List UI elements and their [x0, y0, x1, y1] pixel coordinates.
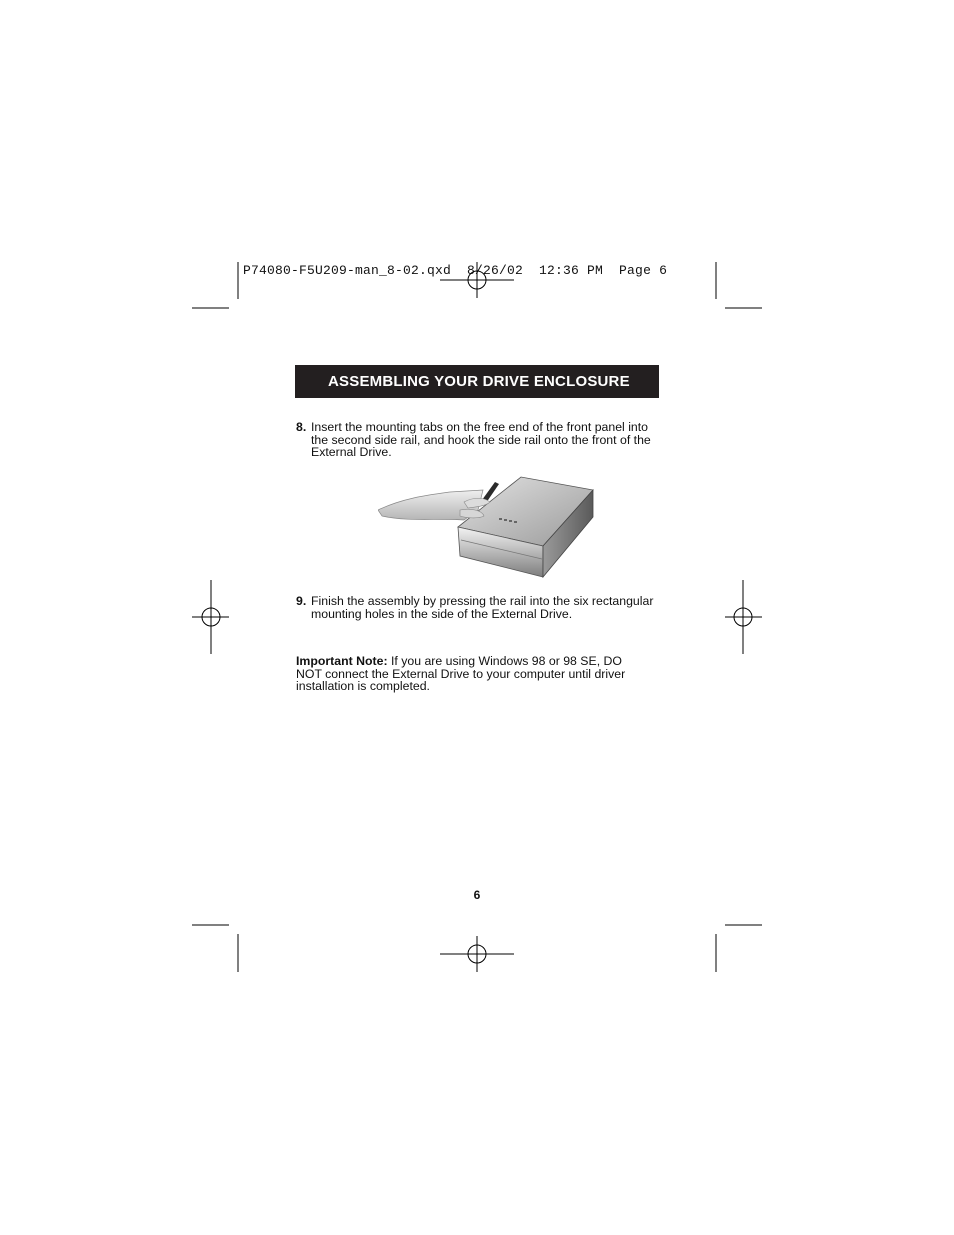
page-number: 6	[473, 888, 481, 902]
step-number: 8.	[296, 420, 307, 434]
step-text: Insert the mounting tabs on the free end of the front panel into the second side rail, and hook the side rail onto the front of the External Drive.	[311, 420, 651, 460]
step-9	[296, 595, 656, 620]
section-header	[295, 365, 659, 398]
important-note-text: If you are using Windows 98 or 98 SE, DO NOT connect the External Drive to your computer until driver installation is completed.	[296, 654, 626, 694]
step-8	[296, 421, 656, 459]
section-header-title: ASSEMBLING YOUR DRIVE ENCLOSURE	[328, 373, 630, 390]
step-number: 9.	[296, 594, 307, 608]
step-text: Finish the assembly by pressing the rail into the six rectangular mounting holes in the side of the External Drive.	[311, 594, 654, 621]
print-slug: P74080-F5U209-man_8-02.qxd 8/26/02 12:36 PM Page 6	[243, 263, 668, 278]
important-note	[296, 655, 648, 693]
important-note-label: Important Note:	[296, 654, 388, 668]
drive-enclosure-illustration	[378, 470, 598, 582]
